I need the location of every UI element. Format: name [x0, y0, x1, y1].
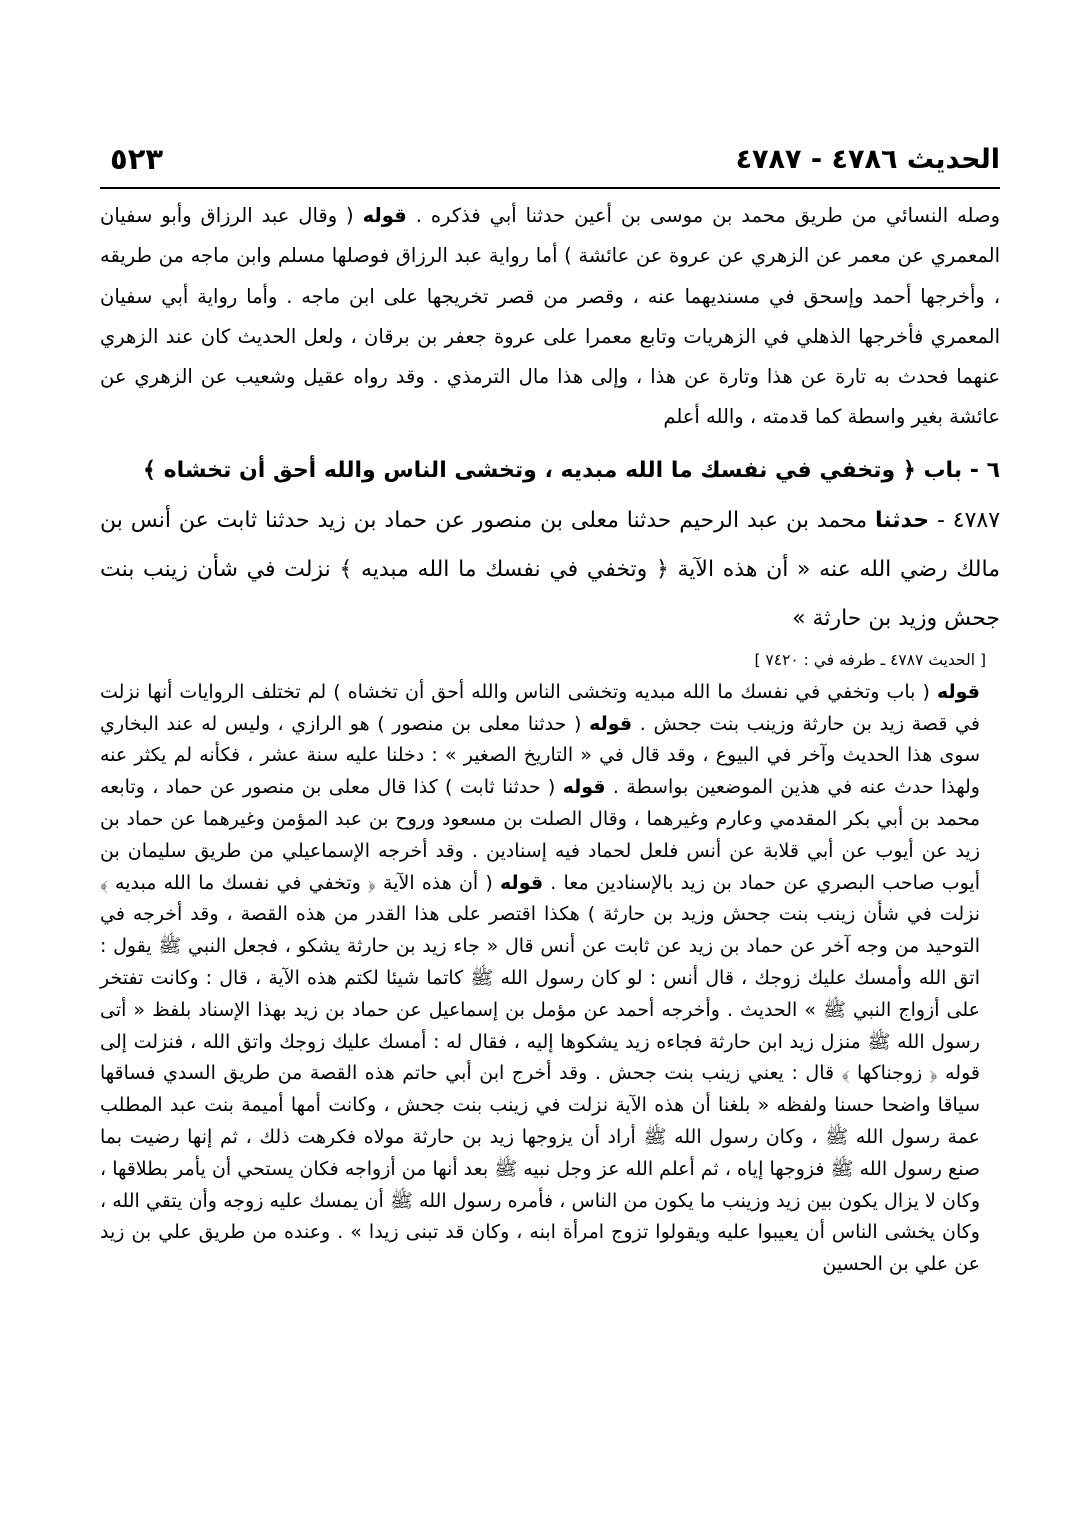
- chapter-title: ﴿ وتخفي في نفسك ما الله مبديه ، وتخشى الناس والله أحق أن تخشاه ﴾: [143, 457, 916, 483]
- hadith-text: [100, 496, 1000, 643]
- chapter-heading: [100, 438, 1000, 496]
- page-header: [100, 140, 1000, 182]
- running-head: الحديث ٤٧٨٦ - ٤٧٨٧: [735, 144, 1000, 175]
- hadith-body: محمد بن عبد الرحيم حدثنا معلى بن منصور عن حماد بن زيد حدثنا ثابت عن أنس بن مالك رضي الله عنه « أن هذه الآية ﴿ وتخفي في نفسك ما الله مبديه ﴾ نزلت في شأن زينب بنت جحش وزيد بن حارثة »: [100, 507, 1000, 631]
- commentary-paragraph-opening: [100, 196, 1000, 438]
- chapter-number: ٦ -: [969, 457, 1000, 483]
- hadith-reference: [ الحديث ٤٧٨٧ ـ طرفه في : ٧٤٢٠ ]: [754, 650, 986, 669]
- chapter-bab: باب: [923, 457, 963, 483]
- paragraph-text: ( باب وتخفي في نفسك ما الله مبديه وتخشى الناس والله أحق أن تخشاه ) لم تختلف الروايات أنها نزلت في قصة زيد بن حارثة وزينب بنت جحش .: [100, 680, 980, 735]
- qawluh-marker: قوله: [362, 204, 407, 227]
- page-body: [100, 196, 1000, 1281]
- haddathana-marker: حدثنا: [874, 507, 930, 533]
- commentary-paragraph: [100, 677, 1000, 1281]
- paragraph-text: وصله النسائي من طريق محمد بن موسى بن أعين حدثنا أبي فذكره .: [415, 204, 1000, 227]
- paragraph-text: ( وقال عبد الرزاق وأبو سفيان المعمري عن معمر عن الزهري عن عروة عن عائشة ) أما رواية عبد الرزاق فوصلها مسلم وابن ماجه من طريقه ، وأخرجها أحمد وإسحق في مسنديهما عنه ، وقصر من قصر تخريجها على ابن ماجه . وأما رواية أبي سفيان المعمري فأخرجها الذهلي في الزهريات وتابع معمرا على عروة جعفر بن برقان ، ولعل الحديث كان عند الزهري عنهما فحدث به تارة عن هذا وتارة عن هذا ، وإلى هذا مال الترمذي . وقد رواه عقيل وشعيب عن الزهري عن عائشة بغير واسطة كما قدمته ، والله أعلم: [100, 204, 1000, 429]
- qawluh-marker: قوله: [562, 776, 606, 799]
- header-rule: [100, 187, 1000, 189]
- qawluh-marker: قوله: [589, 712, 633, 735]
- page-number: ٥٢٣: [110, 142, 164, 176]
- qawluh-marker: قوله: [936, 680, 980, 703]
- paragraph-text: ( أن هذه الآية ﴿ وتخفي في نفسك ما الله مبديه ﴾ نزلت في شأن زينب بنت جحش وزيد بن حارثة ) هكذا اقتصر على هذا القدر من هذه القصة ، وقد أخرجه في التوحيد من وجه آخر عن حماد بن زيد عن ثابت عن أنس قال « جاء زيد بن حارثة يشكو ، فجعل النبي ﷺ يقول : اتق الله وأمسك عليك زوجك ، قال أنس : لو كان رسول الله ﷺ كاتما شيئا لكتم هذه الآية ، قال : وكانت تفتخر على أزواج النبي ﷺ » الحديث . وأخرجه أحمد عن مؤمل بن إسماعيل عن حماد بن زيد بهذا الإسناد بلفظ « أتى رسول الله ﷺ منزل زيد ابن حارثة فجاءه زيد يشكوها إليه ، فقال له : أمسك عليك زوجك واتق الله ، فنزلت إلى قوله ﴿ زوجناكها ﴾ قال : يعني زينب بنت جحش . وقد أخرج ابن أبي حاتم هذه القصة من طريق السدي فساقها سياقا واضحا حسنا ولفظه « بلغنا أن هذه الآية نزلت في زينب بنت جحش ، وكانت أمها أميمة بنت عبد المطلب عمة رسول الله ﷺ ، وكان رسول الله ﷺ أراد أن يزوجها زيد بن حارثة مولاه فكرهت ذلك ، ثم إنها رضيت بما صنع رسول الله ﷺ فزوجها إياه ، ثم أعلم الله عز وجل نبيه ﷺ بعد أنها من أزواجه فكان يستحي أن يأمر بطلاقها ، وكان لا يزال يكون بين زيد وزينب ما يكون من الناس ، فأمره رسول الله ﷺ أن يمسك عليه زوجه وأن يتقي الله ، وكان يخشى الناس أن يعيبوا عليه ويقولوا تزوج امرأة ابنه ، وكان قد تبنى زيدا » . وعنده من طريق علي بن زيد عن علي بن الحسين: [100, 871, 980, 1276]
- paragraph-text: ( حدثنا ثابت ) كذا قال معلى بن منصور عن حماد ، وتابعه محمد بن أبي بكر المقدمي وعارم وغيرهما ، وقال الصلت بن مسعود وروح بن عبد المؤمن وغيرهما عن حماد بن زيد عن أيوب عن أبي قلابة عن أنس فلعل لحماد فيه إسنادين . وقد أخرجه الإسماعيلي من طريق سليمان بن أيوب صاحب البصري عن حماد بن زيد بالإسنادين معا .: [100, 776, 980, 894]
- qawluh-marker: قوله: [500, 871, 544, 894]
- hadith-number: ٤٧٨٧ -: [936, 507, 1001, 533]
- paragraph-text: ( حدثنا معلى بن منصور ) هو الرازي ، وليس له عند البخاري سوى هذا الحديث وآخر في البيوع ، وقد قال في « التاريخ الصغير » : دخلنا عليه سنة عشر ، فكأنه لم يكثر عنه ولهذا حدث عنه في هذين الموضعين بواسطة .: [100, 712, 980, 799]
